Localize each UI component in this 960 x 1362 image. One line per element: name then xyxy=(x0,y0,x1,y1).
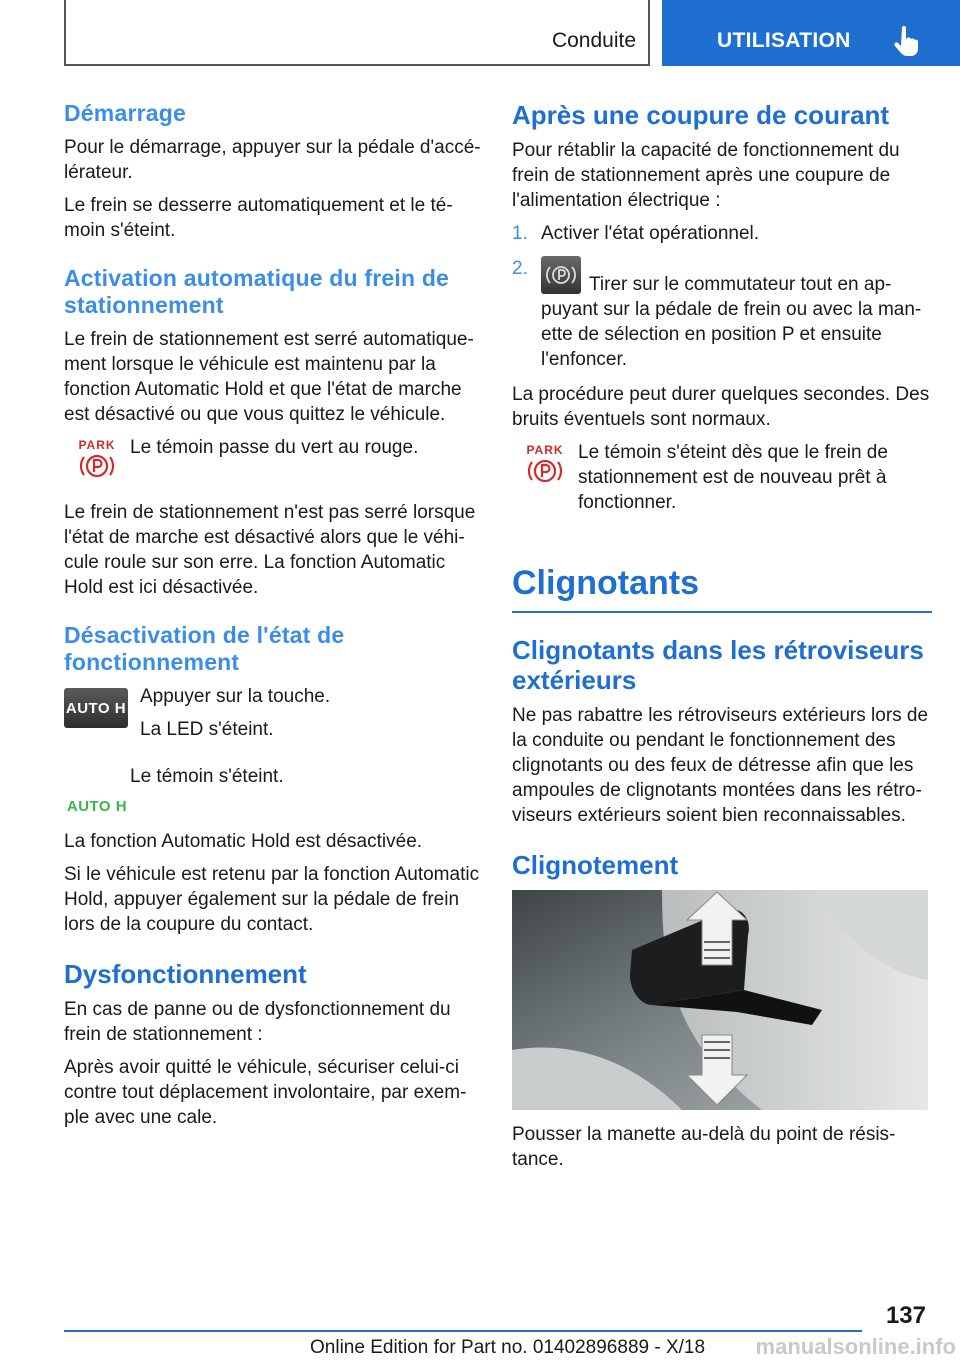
paragraph: En cas de panne ou de dysfonctionnement du frein de stationnement : xyxy=(64,999,451,1045)
auto-h-button-icon: AUTO H xyxy=(64,688,128,728)
list-item: 2. Tirer sur le commutateur tout en appuyant sur la pédale de frein ou avec la manette de sélection en position P et ensuite l'enfoncer. xyxy=(512,258,922,370)
indicator-text: Le témoin s'éteint. xyxy=(130,766,284,787)
right-column xyxy=(512,100,932,1180)
paragraph: Après avoir quitté le véhicule, sécuriser celui-ci contre tout déplacement involontaire, par exemple avec une cale. xyxy=(64,1057,467,1128)
heading-coupure: Après une coupure de courant xyxy=(512,100,890,130)
header-section-box xyxy=(64,0,650,66)
paragraph: Le frein se desserre automatiquement et le témoin s'éteint. xyxy=(64,195,453,241)
pointing-hand-icon xyxy=(894,26,920,56)
heading-dysfonctionnement: Dysfonctionnement xyxy=(64,959,307,989)
steps-list xyxy=(512,221,932,372)
indicator-text: Le témoin s'éteint dès que le frein de stationnement est de nouveau prêt à fonctionner. xyxy=(578,442,888,513)
header-chapter-label: UTILISATION xyxy=(717,29,851,52)
park-brake-symbol-icon xyxy=(73,451,121,481)
instruction-text: Appuyer sur la touche. xyxy=(140,686,331,707)
auto-h-indicator-icon: AUTO H xyxy=(66,798,128,815)
heading-demarrage: Démarrage xyxy=(64,100,186,126)
button-row xyxy=(64,684,482,750)
park-brake-indicator-icon: PARK xyxy=(73,439,121,486)
turn-signal-lever-illustration xyxy=(512,890,928,1110)
paragraph: Ne pas rabattre les rétroviseurs extérieurs lors de la conduite ou pendant le fonctionnement des clignotants ou des feux de détresse afin que les ampoules de clignotants montées dans les rétroviseurs extérieurs soient bien reconnaissables. xyxy=(512,705,929,826)
indicator-row xyxy=(64,435,482,486)
header-section-title: Conduite xyxy=(551,29,636,52)
heading-clignotants: Clignotants xyxy=(512,563,932,613)
instruction-text: La LED s'éteint. xyxy=(140,719,274,740)
indicator-text: Le témoin passe du vert au rouge. xyxy=(130,437,419,458)
footer-divider xyxy=(64,1330,862,1332)
heading-desactivation: Désactivation de l'état de fonctionnement xyxy=(64,622,345,675)
heading-clignotants-retroviseurs: Clignotants dans les rétroviseurs extérieurs xyxy=(512,635,924,695)
page-number: 137 xyxy=(885,1302,926,1329)
paragraph: Pousser la manette au-delà du point de résistance. xyxy=(512,1124,896,1170)
parking-brake-switch-icon xyxy=(541,256,581,294)
park-brake-indicator-icon: PARK xyxy=(521,444,569,523)
paragraph: Pour le démarrage, appuyer sur la pédale d'accélérateur. xyxy=(64,137,481,183)
indicator-row xyxy=(512,440,932,523)
paragraph: Si le véhicule est retenu par la fonction Automatic Hold, appuyer également sur la pédale de frein lors de la coupure du contact. xyxy=(64,864,480,935)
lamp-row xyxy=(64,764,482,815)
paragraph: Le frein de stationnement est serré automatiquement lorsque le véhicule est maintenu par la fonction Automatic Hold et que l'état de marche est désactivé ou que vous quittez le véhicule. xyxy=(64,329,474,425)
paragraph: La fonction Automatic Hold est désactivée. xyxy=(64,831,423,852)
heading-activation: Activation automatique du frein de stationnement xyxy=(64,265,450,318)
heading-clignotement: Clignotement xyxy=(512,850,679,880)
paragraph: Pour rétablir la capacité de fonctionnement du frein de stationnement après une coupure de l'alimentation électrique : xyxy=(512,140,900,211)
left-column xyxy=(64,100,482,1138)
park-brake-symbol-icon xyxy=(521,456,569,486)
watermark: manualsonline.info xyxy=(755,1334,956,1359)
list-item: 1. Activer l'état opérationnel. xyxy=(512,223,760,244)
header-chapter-tab xyxy=(662,0,960,66)
paragraph: La procédure peut durer quelques secondes. Des bruits éventuels sont normaux. xyxy=(512,384,930,430)
footer-edition: Online Edition for Part no. 01402896889 - X/18 xyxy=(310,1337,706,1358)
paragraph: Le frein de stationnement n'est pas serré lorsque l'état de marche est désactivé alors que le véhicule roule sur son erre. La fonction Automatic Hold est ici désactivée. xyxy=(64,502,476,598)
